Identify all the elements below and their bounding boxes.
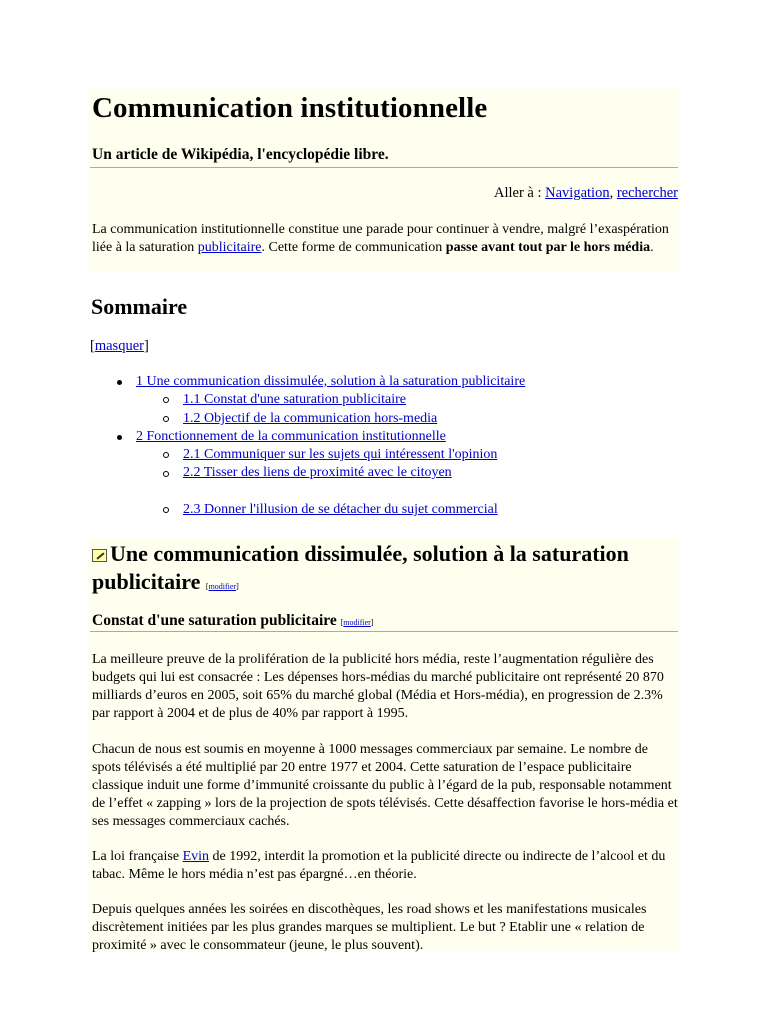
section-1-edit <box>206 582 239 591</box>
toc-item-2-1[interactable]: 2.1 Communiquer sur les sujets qui intéressent l'opinion <box>183 447 498 462</box>
bullet-disc-icon <box>117 435 122 440</box>
toc-item-2-2[interactable]: 2.2 Tisser des liens de proximité avec le citoyen <box>183 465 452 480</box>
section-1-1-divider <box>90 631 678 632</box>
evin-link[interactable]: Evin <box>182 849 210 864</box>
paragraph-1: La meilleure preuve de la prolifération de la publicité hors média, reste l’augmentation régulière des budgets qui lui est consacrée : Les dépenses hors-médias du marché publicitaire ont représenté 20 870 milliards d’euros en 2005, soit 65% du marché global (Média et Hors-média), en progression de 2.3% par rapport à 2004 et de plus de 40% par rapport à 1995. <box>92 652 664 721</box>
section-1-1-edit <box>341 618 374 627</box>
page-title: Communication institutionnelle <box>92 92 488 124</box>
section-1-1-title: Constat d'une saturation publicitaire <box>92 612 337 629</box>
toc-item-1-1[interactable]: 1.1 Constat d'une saturation publicitaire <box>183 392 406 407</box>
search-link[interactable]: rechercher <box>616 185 678 201</box>
section-1-heading <box>92 540 678 601</box>
bullet-circle-icon <box>163 416 169 422</box>
intro-paragraph <box>92 221 678 257</box>
toc-item-2[interactable]: 2 Fonctionnement de la communication institutionnelle <box>136 429 446 444</box>
section-1-title: Une communication dissimulée, solution à la saturation publicitaire <box>92 541 629 594</box>
edit-close: ] <box>370 618 374 627</box>
title-divider <box>90 167 678 168</box>
bullet-circle-icon <box>163 452 169 458</box>
intro-text-1: La communication institutionnelle constitue une parade pour continuer à vendre, malgré l’exaspération liée à la saturation <box>92 222 669 255</box>
navigation-link[interactable]: Navigation <box>545 185 610 201</box>
intro-bold: passe avant tout par le hors média <box>445 240 651 255</box>
paragraph-3-text-b: de 1992, interdit la promotion et la publicité directe ou indirecte de l’alcool et du tabac. Même le hors média n’est pas épargné…en théorie. <box>92 849 666 882</box>
bullet-circle-icon <box>163 397 169 403</box>
jump-links <box>494 185 678 202</box>
toc-toggle <box>90 338 149 355</box>
section-1-1-heading <box>92 612 374 630</box>
page-subtitle: Un article de Wikipédia, l'encyclopédie libre. <box>92 146 389 163</box>
toc-toggle-open: [ <box>90 338 95 354</box>
toc-item-1[interactable]: 1 Une communication dissimulée, solution à la saturation publicitaire <box>136 374 526 389</box>
intro-text-2: . Cette forme de communication <box>261 240 446 255</box>
toc-item-1-2[interactable]: 1.2 Objectif de la communication hors-media <box>183 411 438 426</box>
edit-open: [ <box>340 618 344 627</box>
publicitaire-link[interactable]: publicitaire <box>197 240 262 255</box>
toc-item-2-3[interactable]: 2.3 Donner l'illusion de se détacher du sujet commercial <box>183 502 498 517</box>
jump-prefix: Aller à : <box>494 185 542 201</box>
jump-separator: , <box>609 185 614 201</box>
edit-close: ] <box>236 582 239 591</box>
section-1-edit-link[interactable]: modifier <box>208 582 237 591</box>
bullet-circle-icon <box>163 507 169 513</box>
toc-title: Sommaire <box>91 294 188 319</box>
paragraph-4: Depuis quelques années les soirées en discothèques, les road shows et les manifestations musicales discrètement initiées par les plus grandes marques se multiplient. Le but ? Etablir une « relation de proximité » avec le consommateur (jeune, le plus souvent). <box>92 902 647 953</box>
paragraph-3 <box>92 848 678 884</box>
paragraph-3-text-a: La loi française <box>92 849 183 864</box>
paragraph-2: Chacun de nous est soumis en moyenne à 1000 messages commerciaux par semaine. Le nombre de spots télévisés a été multiplié par 20 entre 1977 et 2004. Cette saturation de l’espace publicitaire classique induit une forme d’immunité croissante du public à l’égard de la pub, responsable notamment de l’effet « zapping » lors de la projection de spots télévisés. Cette désaffection favorise le hors-média et ses messages commerciaux cachés. <box>92 742 678 829</box>
toc-toggle-close: ] <box>143 338 149 354</box>
bullet-circle-icon <box>163 471 169 477</box>
pencil-icon <box>92 549 107 562</box>
edit-open: [ <box>205 582 209 591</box>
intro-end: . <box>650 240 654 255</box>
bullet-disc-icon <box>117 380 122 385</box>
section-1-1-edit-link[interactable]: modifier <box>343 618 371 627</box>
toc-hide-link[interactable]: masquer <box>94 338 144 354</box>
